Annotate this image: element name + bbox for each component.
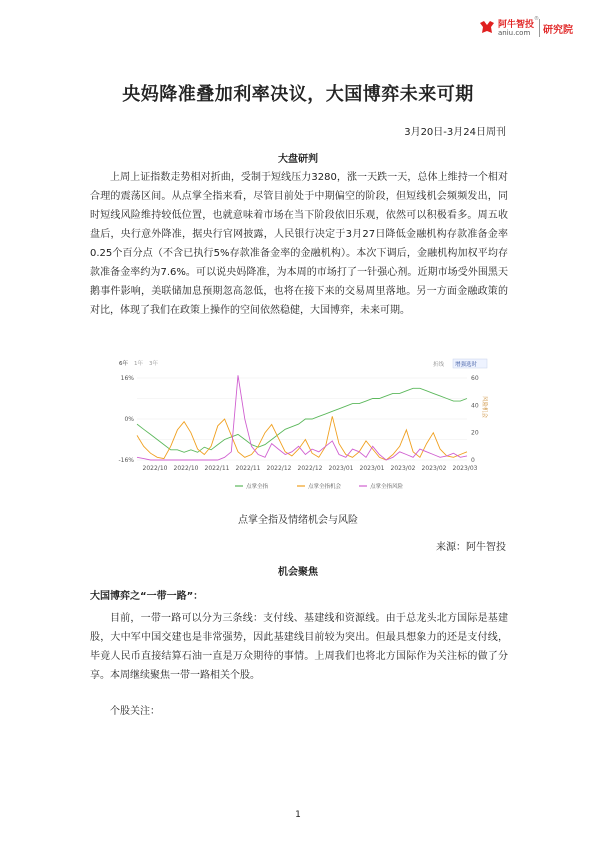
- chart-y-left-tick: 0%: [124, 416, 134, 423]
- chart-x-tick: 2022/10: [142, 465, 168, 472]
- page-title: 央妈降准叠加利率决议，大国博弈未来可期: [122, 84, 474, 105]
- chart-caption: 点掌全指及情绪机会与风险: [238, 515, 358, 526]
- chart-y-right-tick: 20: [471, 429, 479, 437]
- chart-x-tick: 2022/11: [235, 465, 261, 472]
- market-analysis-paragraph: 上周上证指数走势相对折曲，受制于短线压力3280，涨一天跌一天，总体上维持一个相对合理的震荡区间。从点掌全指来看，尽管目前处于中期偏空的阶段，但短线机会频频发出，同时短线风险维持较低位置，也就意味着市场在当下阶段依旧乐观，依然可以积极看多。周五收盘后，央行意外降准，据央行官网披露，人民银行决定于3月27日降低金融机构存款准备金率0.25个百分点（不含已执行5%存款准备金率的金融机构）。本次下调后，金融机构加权平均存款准备金率约为7.6%。可以说央妈降准，为本周的市场打了一针强心剂。近期市场受外围黑天鹅事件影响，美联储加息预期忽高忽低，也将在接下来的交易周里落地。另一方面金融政策的对比，体现了我们在政策上操作的空间依然稳健，大国博弈，未来可期。: [90, 172, 508, 316]
- chart-x-tick: 2022/11: [204, 465, 230, 472]
- chart-y-right-tick: 40: [471, 402, 479, 410]
- chart-period-tab: 6年: [119, 361, 128, 367]
- logo-en-text: aniu.com: [498, 29, 531, 37]
- chart-x-tick: 2023/01: [328, 465, 354, 472]
- brand-logo: [478, 16, 586, 42]
- chart-y-right-tick: 0: [471, 457, 475, 464]
- chart-period-tab: 3年: [149, 361, 158, 367]
- chart-right-axis-title: 风险机会: [481, 396, 487, 419]
- chart-x-tick: 2023/01: [359, 465, 385, 472]
- chart-legend-label: 点掌全指风险: [370, 484, 404, 490]
- registered-mark: ®: [534, 16, 539, 22]
- chart-y-left-tick: 16%: [120, 375, 134, 382]
- chart-legend-label: 点掌全指: [246, 484, 269, 490]
- chart-series-line: [137, 416, 467, 460]
- bull-logo-icon: [478, 18, 496, 36]
- chart-source: 来源：阿牛智投: [436, 542, 506, 553]
- index-sentiment-chart: [115, 356, 493, 494]
- chart-x-tick: 2022/10: [173, 465, 199, 472]
- chart-svg: [115, 356, 493, 494]
- section-heading-opportunity: 机会聚焦: [278, 567, 318, 578]
- logo-department: 研究院: [543, 25, 573, 36]
- stock-focus-label: 个股关注：: [110, 706, 160, 717]
- logo-divider: [539, 19, 540, 37]
- chart-x-tick: 2022/12: [297, 465, 323, 472]
- page-number: 1: [295, 810, 301, 820]
- section-heading-market: 大盘研判: [278, 154, 318, 165]
- chart-mode-button: 增强选时: [455, 362, 478, 368]
- chart-y-right-tick: 60: [471, 375, 479, 382]
- belt-road-subheading: 大国博弈之“一带一路”：: [90, 591, 204, 602]
- chart-period-tab: 1年: [134, 361, 143, 367]
- chart-y-left-tick: -16%: [118, 457, 134, 464]
- belt-road-paragraph: 目前，一带一路可以分为三条线：支付线、基建线和资源线。由于总龙头北方国际是基建股，大中军中国交建也是非常强势，因此基建线目前较为突出。但最具想象力的还是支付线，毕竟人民币直接结算石油一直是万众期待的事情。上周我们也将北方国际作为关注标的做了分享。本周继续聚焦一带一路相关个股。: [90, 613, 508, 681]
- chart-legend-label: 点掌全指机会: [308, 484, 342, 490]
- chart-x-tick: 2023/02: [390, 465, 416, 472]
- logo-cn-text: 阿牛智投: [498, 20, 535, 30]
- chart-x-tick: 2022/12: [266, 465, 292, 472]
- chart-x-tick: 2023/03: [452, 465, 478, 472]
- chart-x-tick: 2023/02: [421, 465, 447, 472]
- chart-mode-button: 折线: [433, 362, 445, 368]
- date-range: 3月20日-3月24日周刊: [404, 127, 506, 138]
- chart-series-line: [137, 388, 467, 452]
